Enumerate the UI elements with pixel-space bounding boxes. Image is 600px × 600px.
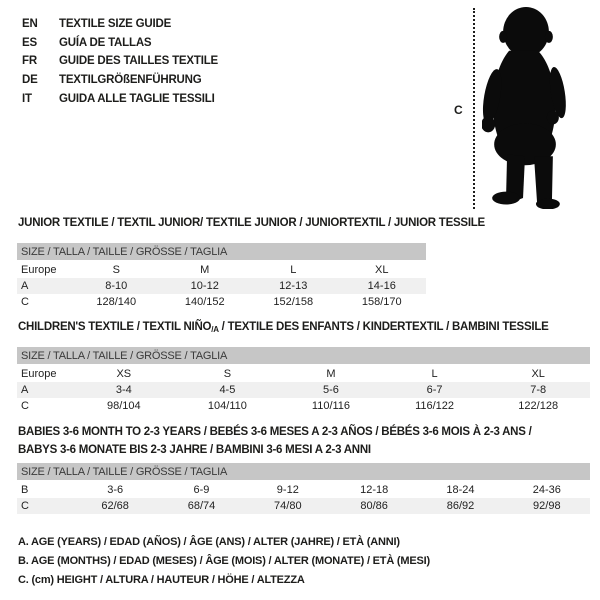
- table-row: [17, 294, 426, 310]
- table-cell: S: [223, 368, 232, 380]
- table-cell: 110/116: [311, 400, 351, 412]
- table-cell: 5-6: [279, 382, 383, 398]
- language-row: [22, 15, 218, 34]
- language-row: [22, 71, 218, 90]
- table-cell: 10-12: [161, 278, 250, 294]
- table-cell: C: [21, 296, 29, 308]
- table-cell: 80/86: [331, 498, 417, 514]
- table-cell: L: [290, 264, 297, 276]
- table-row: [17, 398, 590, 414]
- table-cell: 6-7: [383, 382, 487, 398]
- heading-text: CHILDREN'S TEXTILE / TEXTIL NIÑO: [18, 321, 212, 333]
- language-code: EN: [22, 18, 38, 31]
- table-cell: 3-6: [107, 484, 124, 496]
- measure-c-label: C: [454, 103, 463, 117]
- children-section-heading: [18, 321, 549, 334]
- size-bar-label: SIZE / TALLA / TAILLE / GRÖSSE / TAGLIA: [17, 243, 426, 261]
- table-cell: 3-4: [72, 382, 176, 398]
- table-cell: Europe: [21, 264, 57, 276]
- table-cell: Europe: [21, 368, 57, 380]
- size-bar-label: SIZE / TALLA / TAILLE / GRÖSSE / TAGLIA: [17, 463, 590, 481]
- table-cell: 92/98: [504, 498, 590, 514]
- table-cell: 152/158: [273, 296, 314, 308]
- language-code: ES: [22, 36, 37, 49]
- language-title: TEXTILE SIZE GUIDE: [59, 18, 172, 31]
- footnotes: [18, 533, 430, 589]
- table-cell: 24-36: [532, 484, 561, 496]
- size-bar-row: [17, 463, 590, 481]
- table-row: [17, 382, 590, 398]
- toddler-silhouette-icon: [482, 5, 574, 209]
- table-cell: 86/92: [417, 498, 503, 514]
- table-row: [17, 481, 590, 498]
- junior-section-heading: JUNIOR TEXTILE / TEXTIL JUNIOR/ TEXTILE JUNIOR / JUNIORTEXTIL / JUNIOR TESSILE: [18, 217, 485, 229]
- children-size-table: [17, 347, 590, 414]
- footnote-b: B. AGE (MONTHS) / EDAD (MESES) / ÂGE (MOIS) / ALTER (MONATE) / ETÀ (MESI): [18, 554, 430, 567]
- footnote-a: A. AGE (YEARS) / EDAD (AÑOS) / ÂGE (ANS) / ALTER (JAHRE) / ETÀ (ANNI): [18, 536, 400, 548]
- table-cell: 8-10: [72, 278, 161, 294]
- table-cell: 18-24: [446, 484, 475, 496]
- table-cell: M: [200, 264, 210, 276]
- size-bar-row: [17, 347, 590, 365]
- table-cell: M: [326, 368, 336, 380]
- table-cell: 98/104: [106, 400, 141, 412]
- table-row: [17, 261, 426, 278]
- language-title: TEXTILGRÖßENFÜHRUNG: [59, 74, 202, 87]
- language-code: FR: [22, 55, 37, 68]
- table-cell: L: [431, 368, 438, 380]
- table-cell: 122/128: [518, 400, 559, 412]
- table-cell: 116/122: [415, 400, 455, 412]
- language-row: [22, 89, 218, 108]
- language-title: GUÍA DE TALLAS: [59, 36, 152, 49]
- table-cell: 7-8: [486, 382, 590, 398]
- table-cell: 62/68: [72, 498, 158, 514]
- heading-line: BABIES 3-6 MONTH TO 2-3 YEARS / BEBÉS 3-6 MESES A 2-3 AÑOS / BÉBÉS 3-6 MOIS À 2-3 ANS /: [18, 426, 532, 438]
- table-cell: C: [21, 400, 29, 412]
- language-title: GUIDA ALLE TAGLIE TESSILI: [59, 92, 215, 105]
- heading-text: / TEXTILE DES ENFANTS / KINDERTEXTIL / BAMBINI TESSILE: [218, 321, 549, 333]
- language-row: [22, 34, 218, 53]
- table-cell: 6-9: [193, 484, 210, 496]
- table-cell: 158/170: [361, 296, 402, 308]
- babies-section-heading: [18, 424, 532, 459]
- table-cell: S: [112, 264, 120, 276]
- table-row: [17, 365, 590, 382]
- language-code: DE: [22, 74, 38, 87]
- table-cell: 9-12: [276, 484, 299, 496]
- table-cell: 12-18: [360, 484, 389, 496]
- table-cell: 12-13: [249, 278, 338, 294]
- language-list: [22, 15, 218, 108]
- babies-size-table: [17, 463, 590, 514]
- table-cell: B: [21, 484, 29, 496]
- heading-line: BABYS 3-6 MONATE BIS 2-3 JAHRE / BAMBINI 3-6 MESI A 2-3 ANNI: [18, 443, 371, 456]
- table-cell: 104/110: [207, 400, 247, 412]
- table-cell: A: [17, 278, 72, 294]
- table-cell: XL: [531, 368, 545, 380]
- size-bar-label: SIZE / TALLA / TAILLE / GRÖSSE / TAGLIA: [17, 347, 590, 365]
- table-row: [17, 498, 590, 514]
- table-cell: XS: [116, 368, 132, 380]
- table-row: [17, 278, 426, 294]
- language-row: [22, 52, 218, 71]
- table-cell: 68/74: [158, 498, 244, 514]
- footnote-c: C. (cm) HEIGHT / ALTURA / HAUTEUR / HÖHE / ALTEZZA: [18, 573, 305, 586]
- language-code: IT: [22, 92, 32, 105]
- table-cell: 74/80: [245, 498, 331, 514]
- height-measure-dotted-line: [473, 8, 475, 209]
- junior-size-table: [17, 243, 426, 310]
- table-cell: 128/140: [96, 296, 137, 308]
- table-cell: 140/152: [184, 296, 225, 308]
- table-cell: A: [17, 382, 72, 398]
- table-cell: C: [17, 498, 72, 514]
- size-bar-row: [17, 243, 426, 261]
- heading-subscript: /A: [211, 325, 219, 334]
- language-title: GUIDE DES TAILLES TEXTILE: [59, 55, 218, 68]
- table-cell: 14-16: [338, 278, 427, 294]
- table-cell: 4-5: [176, 382, 280, 398]
- table-cell: XL: [375, 264, 389, 276]
